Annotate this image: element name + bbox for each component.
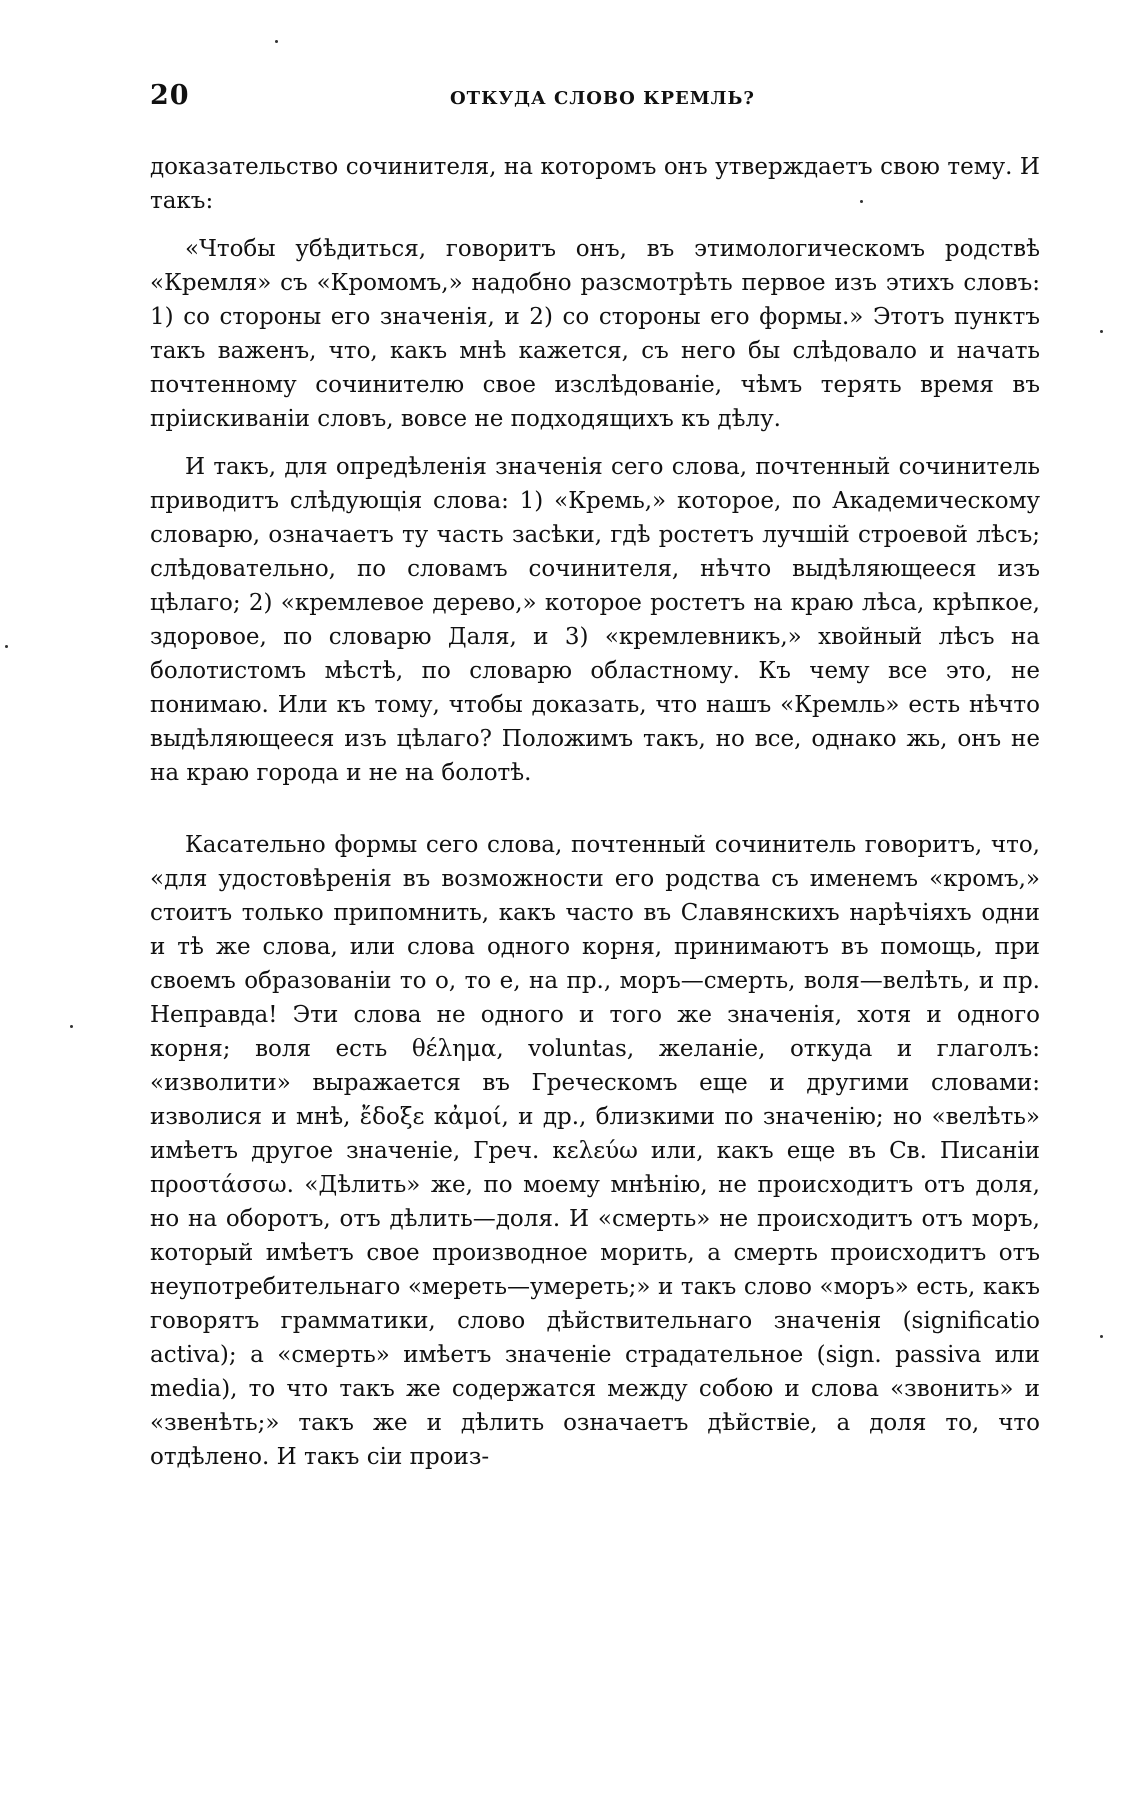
- paragraph-1: доказательство сочинителя, на которомъ онъ утверждаетъ свою тему. И такъ:: [150, 154, 1040, 214]
- scan-speck: [275, 40, 278, 43]
- paragraph-4: Касательно формы сего слова, почтенный сочинитель говоритъ, что, «для удостовѣренія въ возможности его родства съ именемъ «кромъ,» стоитъ только припомнить, какъ часто въ Славянскихъ нарѣчіяхъ одни и тѣ же слова, или слова одного корня, принимаютъ въ помощь, при своемъ образованіи то о, то е, на пр., моръ—смерть, воля—велѣть, и пр. Неправда! Эти слова не одного и того же значенія, хотя и одного корня; воля есть θέλημα, voluntas, желаніе, откуда и глаголъ: «изволити» выражается въ Греческомъ еще и другими словами: изволися и мнѣ, ἔδοξε κἀμοί, и др., близкими по значенію; но «велѣть» имѣетъ другое значеніе, Греч. κελεύω или, какъ еще въ Св. Писаніи προστάσσω. «Дѣлить» же, по моему мнѣнію, не происходитъ отъ доля, но на оборотъ, отъ дѣлить—доля. И «смерть» не происходитъ отъ моръ, который имѣетъ свое производное морить, а смерть происходитъ отъ неупотребительнаго «мереть—умереть;» и такъ слово «моръ» есть, какъ говорятъ грамматики, слово дѣйствительнаго значенія (significatio activa); а «смерть» имѣетъ значеніе страдательное (sign. passiva или media), то что такъ же содержатся между собою и слова «звонить» и «звенѣть;» такъ же и дѣлить означаетъ дѣйствіе, а доля то, что отдѣлено. И такъ сіи произ-: [150, 832, 1040, 1470]
- page-header: [150, 80, 1040, 116]
- page-body: [150, 150, 1040, 1474]
- scan-speck: [1100, 330, 1103, 333]
- scan-speck: [5, 645, 8, 648]
- scan-speck: [860, 200, 863, 203]
- page-number: 20: [150, 80, 190, 111]
- paragraph-2: «Чтобы убѣдиться, говоритъ онъ, въ этимологическомъ родствѣ «Кремля» съ «Кромомъ,» надобно разсмотрѣть первое изъ этихъ словъ: 1) со стороны его значенія, и 2) со стороны его формы.» Этотъ пунктъ такъ важенъ, что, какъ мнѣ кажется, съ него бы слѣдовало и начать почтенному сочинителю свое изслѣдованіе, чѣмъ терять время въ пріискиваніи словъ, вовсе не подходящихъ къ дѣлу.: [150, 236, 1040, 432]
- scan-speck: [1100, 1335, 1103, 1338]
- running-title: ОТКУДА СЛОВО КРЕМЛЬ?: [450, 88, 755, 109]
- scan-speck: [70, 1025, 73, 1028]
- paragraph-3: И такъ, для опредѣленія значенія сего слова, почтенный сочинитель приводитъ слѣдующія слова: 1) «Кремь,» которое, по Академическому словарю, означаетъ ту часть засѣки, гдѣ ростетъ лучшій строевой лѣсъ; слѣдовательно, по словамъ сочинителя, нѣчто выдѣляющееся изъ цѣлаго; 2) «кремлевое дерево,» которое ростетъ на краю лѣса, крѣпкое, здоровое, по словарю Даля, и 3) «кремлевникъ,» хвойный лѣсъ на болотистомъ мѣстѣ, по словарю областному. Къ чему все это, не понимаю. Или къ тому, чтобы доказать, что нашъ «Кремль» есть нѣчто выдѣляющееся изъ цѣлаго? Положимъ такъ, но все, однако жь, онъ не на краю города и не на болотѣ.: [150, 454, 1040, 786]
